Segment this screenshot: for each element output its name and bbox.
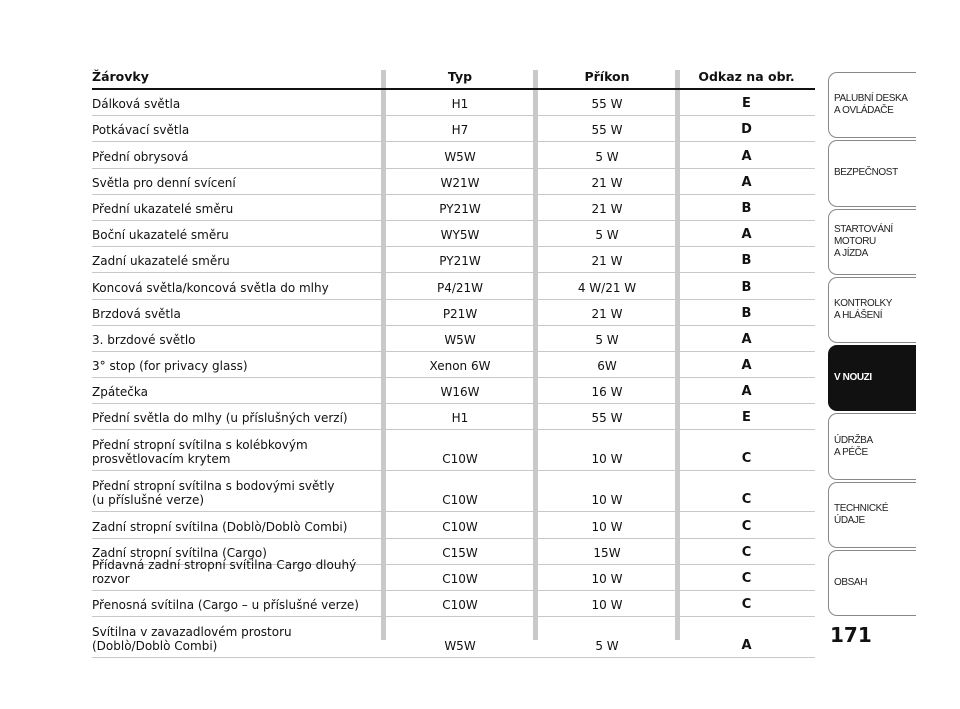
bulb-figure-ref: B [741, 253, 752, 269]
table-row [92, 404, 815, 430]
bulb-name: Zadní stropní svítilna (Doblò/Doblò Combi) [92, 519, 348, 534]
bulb-type: H1 [451, 411, 469, 426]
bulb-type: P21W [442, 306, 478, 321]
bulb-name: Brzdová světla [92, 306, 181, 321]
bulb-power: 55 W [591, 411, 623, 426]
bulb-type: W5W [444, 332, 476, 347]
bulb-power: 10 W [591, 572, 623, 586]
bulb-figure-ref: C [741, 492, 752, 508]
table-row [92, 142, 815, 168]
bulb-figure-ref: C [741, 451, 752, 467]
bulb-name: Zadní ukazatelé směru [92, 254, 230, 269]
bulb-name: 3. brzdové světlo [92, 332, 196, 347]
bulb-power: 21 W [591, 201, 623, 216]
bulb-figure-ref: B [741, 200, 752, 216]
bulb-name: Přední stropní svítilna s bodovými světly (u příslušné verze) [92, 479, 335, 508]
bulb-name: Zadní stropní svítilna (Cargo) [92, 545, 267, 560]
bulb-name: Boční ukazatelé směru [92, 228, 229, 243]
bulb-figure-ref: D [741, 122, 752, 138]
tab-1[interactable]: PALUBNÍ DESKA A OVLÁDAČE [828, 72, 916, 138]
bulb-figure-ref: A [741, 358, 752, 374]
table-row [92, 221, 815, 247]
tab-8[interactable]: OBSAH [828, 550, 916, 616]
bulb-type: W21W [440, 175, 480, 190]
bulb-name: 3° stop (for privacy glass) [92, 359, 248, 374]
table-row [92, 169, 815, 195]
bulb-power: 10 W [591, 598, 623, 613]
bulb-name: Dálková světla [92, 97, 181, 112]
table-row [92, 512, 815, 538]
chapter-tabs [828, 72, 916, 618]
table-body [92, 90, 815, 658]
bulb-type: P4/21W [436, 280, 484, 295]
bulb-power: 6W [597, 359, 617, 374]
bulb-name: Přídavná zadní stropní svítilna Cargo dlouhý rozvor [92, 558, 357, 586]
bulb-power: 16 W [591, 385, 623, 400]
bulb-type: C10W [442, 493, 478, 508]
bulb-type: Xenon 6W [429, 359, 491, 374]
bulb-type: H7 [451, 123, 469, 138]
bulb-type: W5W [444, 149, 476, 164]
table-row [92, 471, 815, 512]
bulb-figure-ref: C [741, 571, 752, 586]
bulb-type: W5W [444, 639, 476, 654]
bulb-power: 21 W [591, 254, 623, 269]
bulb-power: 15W [593, 545, 621, 560]
bulb-type: H1 [451, 97, 469, 112]
table-row [92, 116, 815, 142]
table-row [92, 352, 815, 378]
bulb-power: 5 W [595, 228, 619, 243]
bulb-table [92, 66, 815, 658]
header-type: Typ [447, 69, 473, 84]
bulb-power: 21 W [591, 175, 623, 190]
table-row [92, 591, 815, 617]
bulb-figure-ref: B [741, 305, 752, 321]
bulb-name: Potkávací světla [92, 123, 190, 138]
tab-4[interactable]: KONTROLKY A HLÁŠENÍ [828, 277, 916, 343]
header-figure-ref: Odkaz na obr. [698, 69, 795, 84]
bulb-type: W16W [440, 385, 480, 400]
bulb-figure-ref: C [741, 518, 752, 534]
table-row [92, 273, 815, 299]
bulb-figure-ref: A [741, 174, 752, 190]
bulb-figure-ref: B [741, 279, 752, 295]
bulb-power: 10 W [591, 452, 623, 467]
table-row [92, 430, 815, 471]
bulb-type: C10W [442, 572, 478, 586]
bulb-name: Přední stropní svítilna s kolébkovým prosvětlovacím krytem [92, 438, 308, 467]
bulb-figure-ref: C [741, 597, 752, 613]
page-number: 171 [830, 623, 872, 647]
bulb-figure-ref: C [741, 544, 752, 560]
bulb-name: Zpátečka [92, 385, 148, 400]
tab-7[interactable]: TECHNICKÉ ÚDAJE [828, 482, 916, 548]
bulb-name: Světla pro denní svícení [92, 175, 236, 190]
bulb-figure-ref: E [742, 410, 751, 426]
header-power: Příkon [584, 69, 630, 84]
table-row [92, 90, 815, 116]
table-header [92, 66, 815, 90]
table-row [92, 300, 815, 326]
bulb-figure-ref: A [741, 148, 752, 164]
bulb-name: Přední ukazatelé směru [92, 201, 234, 216]
bulb-power: 21 W [591, 306, 623, 321]
bulb-power: 55 W [591, 97, 623, 112]
tab-2[interactable]: BEZPEČNOST [828, 140, 916, 206]
bulb-type: C15W [442, 545, 478, 560]
bulb-figure-ref: A [741, 384, 752, 400]
bulb-power: 4 W/21 W [577, 280, 637, 295]
bulb-type: PY21W [439, 254, 481, 269]
bulb-name: Přední světla do mlhy (u příslušných verzí) [92, 411, 348, 426]
bulb-figure-ref: A [741, 638, 752, 654]
tab-6[interactable]: ÚDRŽBA A PÉČE [828, 413, 916, 479]
tab-5[interactable]: V NOUZI [828, 345, 916, 411]
bulb-power: 5 W [595, 332, 619, 347]
table-row [92, 617, 815, 658]
bulb-figure-ref: E [742, 96, 751, 112]
header-bulbs: Žárovky [92, 69, 149, 84]
bulb-power: 10 W [591, 493, 623, 508]
bulb-type: C10W [442, 598, 478, 613]
bulb-name: Koncová světla/koncová světla do mlhy [92, 280, 329, 295]
bulb-power: 5 W [595, 639, 619, 654]
table-row [92, 378, 815, 404]
bulb-type: WY5W [440, 228, 480, 243]
bulb-name: Přední obrysová [92, 149, 189, 164]
bulb-type: C10W [442, 452, 478, 467]
table-row [92, 195, 815, 221]
bulb-name: Přenosná svítilna (Cargo – u příslušné verze) [92, 598, 359, 613]
bulb-power: 55 W [591, 123, 623, 138]
bulb-figure-ref: A [741, 331, 752, 347]
table-row [92, 247, 815, 273]
table-row [92, 326, 815, 352]
bulb-type: C10W [442, 519, 478, 534]
table-row [92, 558, 815, 591]
tab-3[interactable]: STARTOVÁNÍ MOTORU A JÍZDA [828, 209, 916, 275]
bulb-figure-ref: A [741, 227, 752, 243]
bulb-power: 5 W [595, 149, 619, 164]
bulb-type: PY21W [439, 201, 481, 216]
bulb-power: 10 W [591, 519, 623, 534]
bulb-name: Svítilna v zavazadlovém prostoru (Doblò/Doblò Combi) [92, 625, 292, 654]
